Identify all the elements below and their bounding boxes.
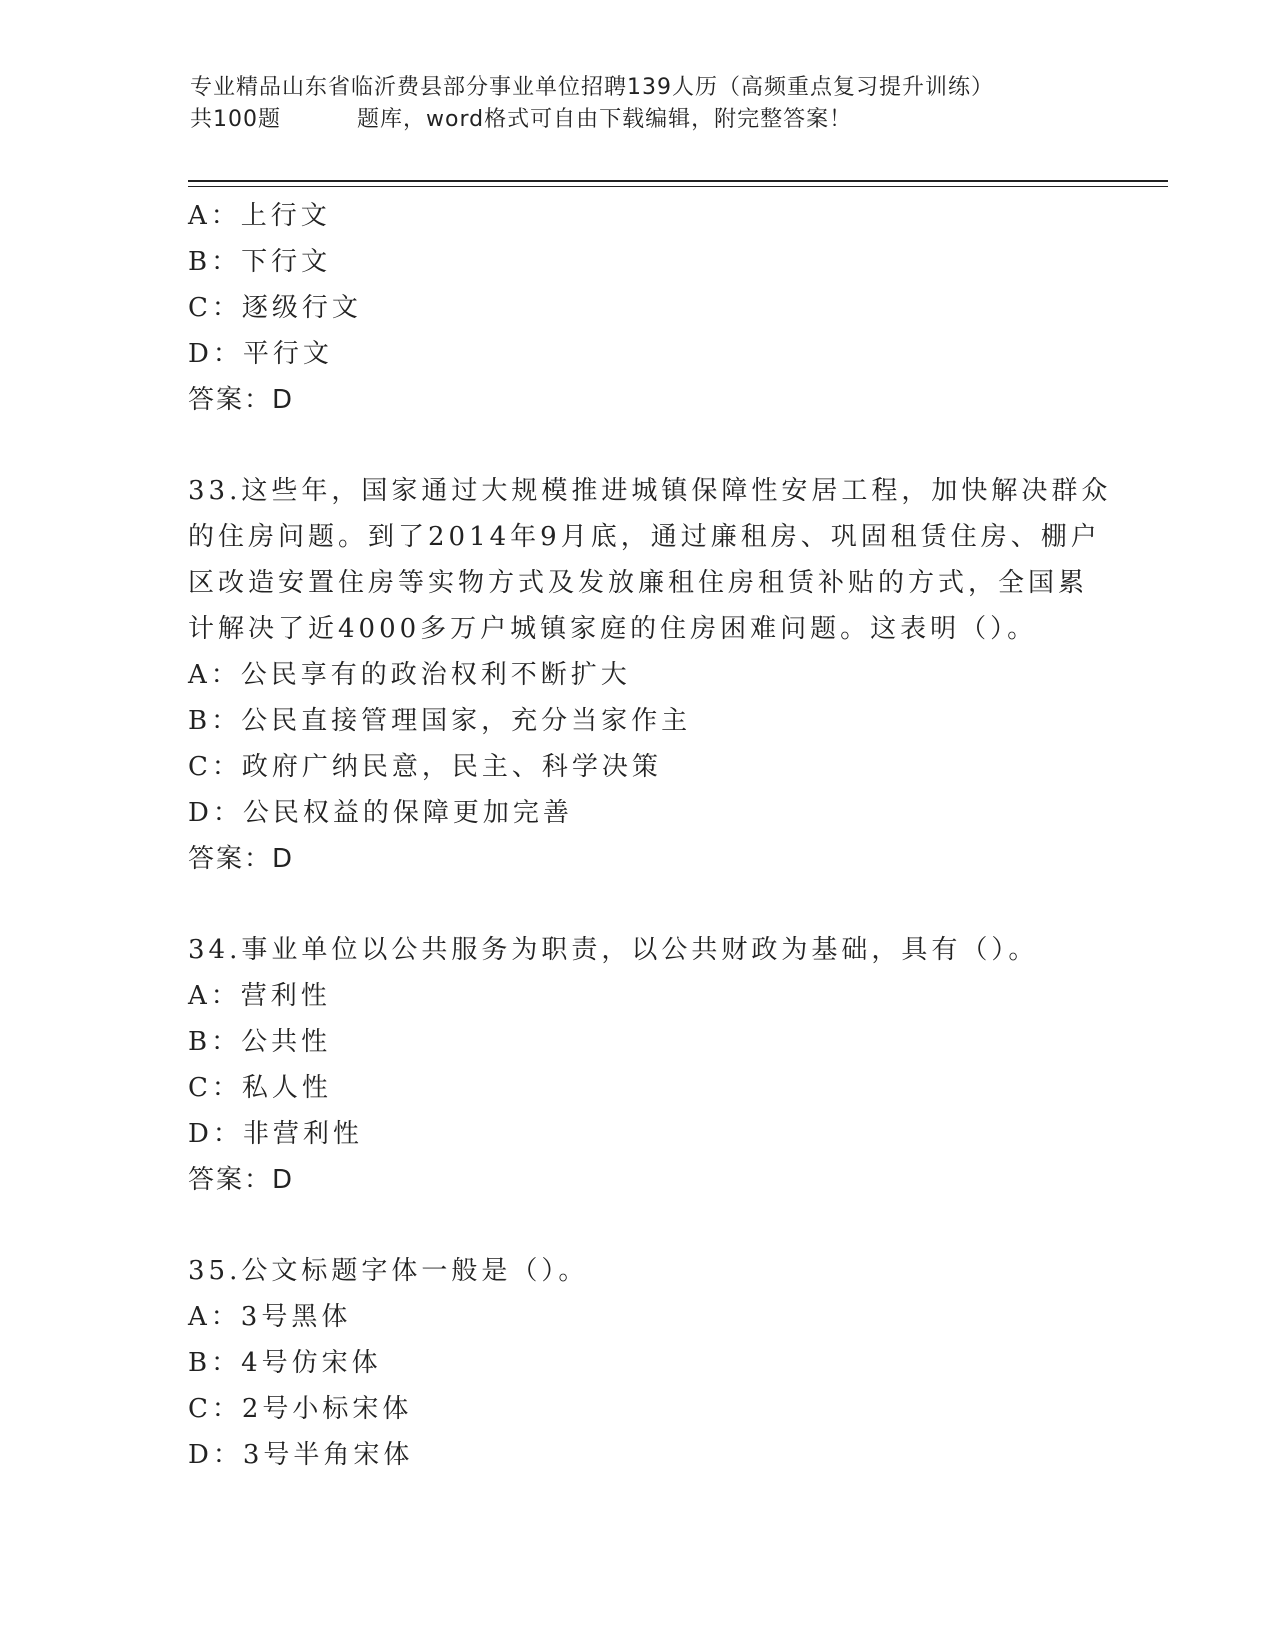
option-a: A：公民享有的政治权利不断扩大 — [188, 660, 631, 690]
option-c: C：私人性 — [188, 1073, 332, 1103]
option-c: C：2号小标宋体 — [188, 1394, 413, 1424]
option-a: A：营利性 — [188, 981, 331, 1011]
option-c: C：逐级行文 — [188, 293, 362, 323]
page-header — [190, 72, 1090, 136]
question-34 — [188, 927, 1088, 1203]
question-text-line: 35.公文标题字体一般是（）。 — [188, 1256, 589, 1286]
option-b: B：公共性 — [188, 1027, 332, 1057]
document-body — [188, 193, 1112, 1478]
header-description: 题库，word格式可自由下载编辑，附完整答案！ — [357, 107, 853, 132]
option-c: C：政府广纳民意，民主、科学决策 — [188, 752, 662, 782]
option-b: B：下行文 — [188, 247, 332, 277]
header-rule-thin — [188, 186, 1168, 187]
option-b: B：公民直接管理国家，充分当家作主 — [188, 706, 692, 736]
header-subtitle — [190, 104, 1090, 136]
header-rule-thick — [188, 180, 1168, 182]
header-question-count: 共100题 — [190, 107, 281, 132]
option-a: A：上行文 — [188, 201, 331, 231]
option-a: A：3号黑体 — [188, 1302, 352, 1332]
option-b: B：4号仿宋体 — [188, 1348, 382, 1378]
answer-text: 答案：D — [188, 1165, 295, 1195]
option-d: D：平行文 — [188, 339, 333, 369]
question-text-line: 计解决了近4000多万户城镇家庭的住房困难问题。这表明（）。 — [188, 614, 1038, 644]
question-text-line: 34.事业单位以公共服务为职责，以公共财政为基础，具有（）。 — [188, 935, 1039, 965]
question-text-line: 区改造安置住房等实物方式及发放廉租住房租赁补贴的方式，全国累 — [188, 568, 1089, 598]
option-d: D：公民权益的保障更加完善 — [188, 798, 573, 828]
answer-text: 答案：D — [188, 844, 295, 874]
question-text-line: 33.这些年，国家通过大规模推进城镇保障性安居工程，加快解决群众 — [188, 476, 1112, 506]
header-title: 专业精品山东省临沂费县部分事业单位招聘139人历（高频重点复习提升训练） — [190, 75, 994, 100]
question-35 — [188, 1248, 1088, 1478]
question-33 — [188, 468, 1112, 882]
option-d: D：3号半角宋体 — [188, 1440, 414, 1470]
answer-text: 答案：D — [188, 385, 295, 415]
option-d: D：非营利性 — [188, 1119, 363, 1149]
question-text-line: 的住房问题。到了2014年9月底，通过廉租房、巩固租赁住房、棚户 — [188, 522, 1101, 552]
question-32 — [188, 193, 1088, 423]
